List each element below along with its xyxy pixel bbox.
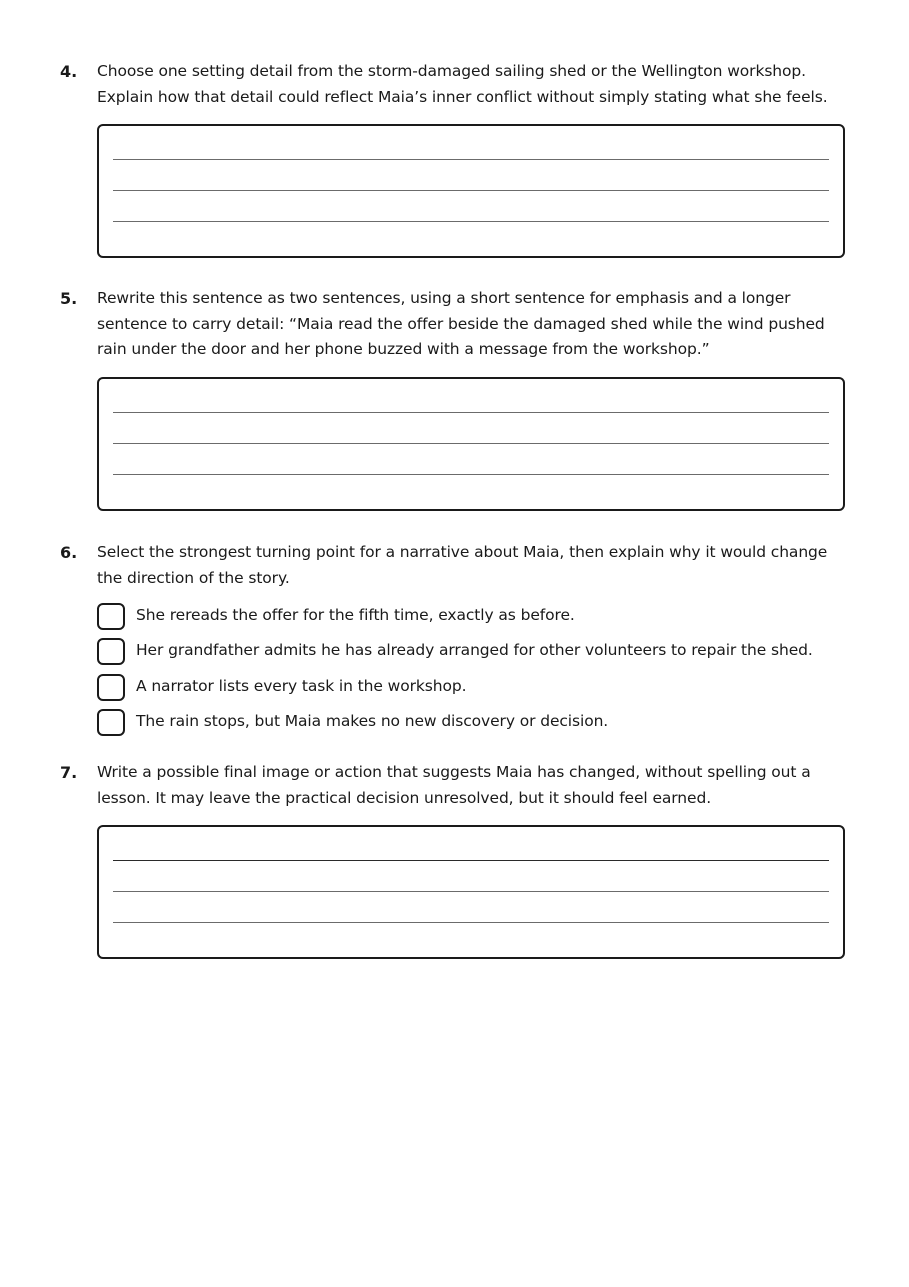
option-label: Her grandfather admits he has already arranged for other volunteers to repair the shed. (136, 641, 813, 659)
option-checkbox[interactable] (97, 638, 125, 665)
answer-box-5[interactable] (97, 377, 845, 511)
question-text-line: Rewrite this sentence as two sentences, using a short sentence for emphasis and a longer (97, 289, 791, 307)
option-1[interactable] (97, 603, 857, 631)
option-label: A narrator lists every task in the workshop. (136, 677, 467, 695)
question-text (97, 286, 842, 363)
answer-box-7[interactable] (97, 825, 845, 959)
option-label: The rain stops, but Maia makes no new discovery or decision. (136, 712, 609, 730)
answer-line (113, 412, 829, 413)
answer-line (113, 860, 829, 861)
question-text (97, 59, 842, 110)
option-checkbox[interactable] (97, 709, 125, 736)
answer-line (113, 159, 829, 160)
question-text-line: Explain how that detail could reflect Maia’s inner conflict without simply stating what she feels. (97, 87, 828, 106)
question-number: 7. (60, 763, 78, 782)
question-text-line: rain under the door and her phone buzzed with a message from the workshop.” (97, 340, 710, 358)
question-number: 4. (60, 62, 78, 81)
option-label: She rereads the offer for the fifth time, exactly as before. (136, 606, 575, 624)
question-text-line: the direction of the story. (97, 568, 290, 587)
answer-box-4[interactable] (97, 124, 845, 258)
question-text-line: sentence to carry detail: “Maia read the offer beside the damaged shed while the wind pushed (97, 314, 825, 333)
option-checkbox[interactable] (97, 674, 125, 701)
question-text-line: Select the strongest turning point for a narrative about Maia, then explain why it would change (97, 543, 828, 561)
option-2[interactable] (97, 638, 857, 666)
answer-line (113, 221, 829, 222)
question-number: 6. (60, 543, 78, 562)
question-text-line: lesson. It may leave the practical decision unresolved, but it should feel earned. (97, 788, 712, 807)
option-checkbox[interactable] (97, 603, 125, 630)
question-number: 5. (60, 289, 78, 308)
question-text-line: Choose one setting detail from the storm-damaged sailing shed or the Wellington workshop. (97, 62, 806, 80)
answer-line (113, 443, 829, 444)
answer-line (113, 891, 829, 892)
answer-line (113, 190, 829, 191)
option-3[interactable] (97, 674, 857, 702)
answer-line (113, 922, 829, 923)
question-text-line: Write a possible final image or action that suggests Maia has changed, without spelling out a (97, 763, 811, 781)
answer-line (113, 474, 829, 475)
question-text (97, 760, 842, 811)
question-text (97, 540, 842, 591)
option-4[interactable] (97, 709, 857, 737)
